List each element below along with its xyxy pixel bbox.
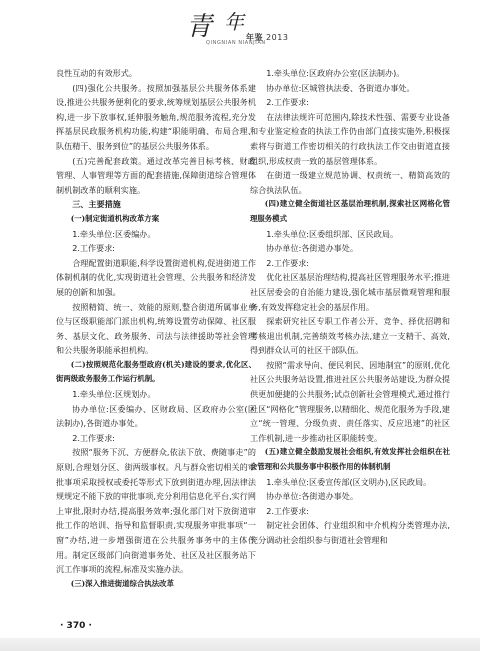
paragraph: 1.牵头单位:区委编办。	[72, 228, 156, 239]
paragraph: 按照“需求导向、便民利民、因地制宜”的原则,优化社区公共服务站设置,推进社区公共服务站建设,为群众提供更加便捷的公共服务;试点创新社会管理模式,通过推行社区“网格化”管理服务,以精细化、规范化服务为手段,建立“统一管理、分级负责、责任落实、反应迅速”的社区工作机制,进一步推动社区职能转变。	[250, 359, 450, 443]
paragraph: 制定社会团体、行业组织和中介机构分类管理办法,充分调动社会组织参与街道社会管理和	[250, 520, 450, 545]
paragraph: 优化社区基层治理结构,提高社区管理服务水平;推进社区居委会的自治能力建设,强化城市基层微观管理和服务,有效发挥稳定社会的基层作用。	[250, 272, 450, 312]
section-heading: 三、主要措施	[72, 199, 121, 210]
paragraph: (四)强化公共服务。按照加强基层公共服务体系建设,推进公共服务便利化的要求,统筹规划基层公共服务机构,进一步下放事权,延伸服务触角,规范服务流程,充分发挥基层民政服务机构功能,构建“职能明确、布局合理、队伍精干、服务到位”的基层公共服务体系。	[56, 82, 256, 151]
logo-char-qing: 青	[186, 12, 214, 42]
paragraph: 探索研究社区专职工作者公开、竞争、择优招聘和考核退出机制,完善绩效考核办法,建立一支精干、高效,得到群众认可的社区干部队伍。	[250, 316, 450, 356]
paragraph: 2.工作要求:	[266, 97, 310, 108]
paragraph: (五)完善配套政策。通过改革完善目标考核、财政管理、人事管理等方面的配套措施,保障街道综合管理体制机制改革的顺利实施。	[56, 155, 256, 195]
logo-yearbook: 年鉴 2013	[246, 33, 289, 42]
paragraph: 协办单位:各街道办事处。	[266, 243, 358, 254]
right-column	[250, 66, 450, 548]
paragraph: 协办单位:各街道办事处。	[266, 491, 358, 502]
paragraph: 在街道一级建立规范协调、权责统一、精简高效的综合执法队伍。	[250, 170, 450, 195]
paragraph: 2.工作要求:	[72, 432, 116, 443]
logo-char-nian: 年	[224, 10, 245, 34]
paragraph: 1.牵头单位:区委组织部、区民政局。	[266, 228, 399, 239]
yearbook-logo	[186, 6, 294, 52]
paragraph: 1.牵头单位:区委宣传部(区文明办),区民政局。	[266, 476, 432, 487]
subsection-heading: (四)建立健全街道社区基层治理机制,探索社区网格化管理服务模式	[250, 199, 450, 223]
paragraph: 协办单位:区城管执法委、各街道办事处。	[266, 82, 415, 93]
paragraph: 合理配置街道职能,科学设置街道机构,促进街道工作体制机制的优化,实现街道社会管理、公共服务和经济发展的创新和加强。	[56, 257, 256, 297]
paragraph: 1.牵头单位:区政府办公室(区法制办)。	[266, 68, 405, 78]
subsection-heading: (五)建立健全鼓励发展社会组织,有效发挥社会组织在社会管理和公共服务事中积极作用的体制机制	[250, 447, 450, 472]
left-column	[56, 66, 256, 591]
paragraph: 协办单位:区委编办、区财政局、区政府办公室(区法制办),各街道办事处。	[56, 403, 256, 429]
paragraph: 2.工作要求:	[72, 243, 116, 254]
logo-pinyin: QINGNIAN NIANJIAN	[206, 40, 266, 46]
paragraph: 按照精简、统一、效能的原则,整合街道所属事业单位与区级职能部门派出机构,统筹设置劳动保障、社区服务、基层文化、政务服务、司法与法律援助等社会管理和公共服务职能承担机构。	[56, 301, 256, 356]
paragraph: 2.工作要求:	[266, 505, 310, 516]
paragraph: 2.工作要求:	[266, 257, 310, 268]
page-number: · 370 ·	[60, 621, 92, 631]
page-header	[0, 0, 480, 60]
paragraph: 良性互动的有效形式。	[56, 68, 137, 78]
paragraph: 按照“服务下沉、方便群众,依法下放、费随事走”的原则,合理划分区、街两级事权。凡与群众密切相关的审批事项采取授权或委托等形式下放到街道办理,因法律法规规定不能下放的审批事项,充分利用信息化平台,实行网上审批,限时办结,提高服务效率;强化部门对下放街道审批工作的培训、指导和监督职责,实现服务审批事项“一窗”办结,进一步增强街道在公共服务事务中的主体作用。制定区级部门向街道事务处、社区及社区服务站下沉工作事项的流程,标准及实施办法。	[56, 447, 256, 575]
paragraph: 在法律法规许可范围内,除技术性强、需要专业设备和专业鉴定检查的执法工作仍由部门直接实施外,积极探索将与街道工作密切相关的行政执法工作交由街道直接组织,形成权责一致的基层管理体系。	[250, 111, 450, 166]
footer-band	[0, 638, 480, 651]
paragraph: 1.牵头单位:区规划办。	[72, 389, 156, 400]
subsection-heading: (三)深入推进街道综合执法改革	[70, 578, 174, 588]
subsection-heading: (一)制定街道机构改革方案	[70, 213, 160, 223]
subsection-heading: (二)按照规范化服务型政府(机关)建设的要求,优化区、街两级政务服务工作运行机制。	[56, 359, 256, 384]
